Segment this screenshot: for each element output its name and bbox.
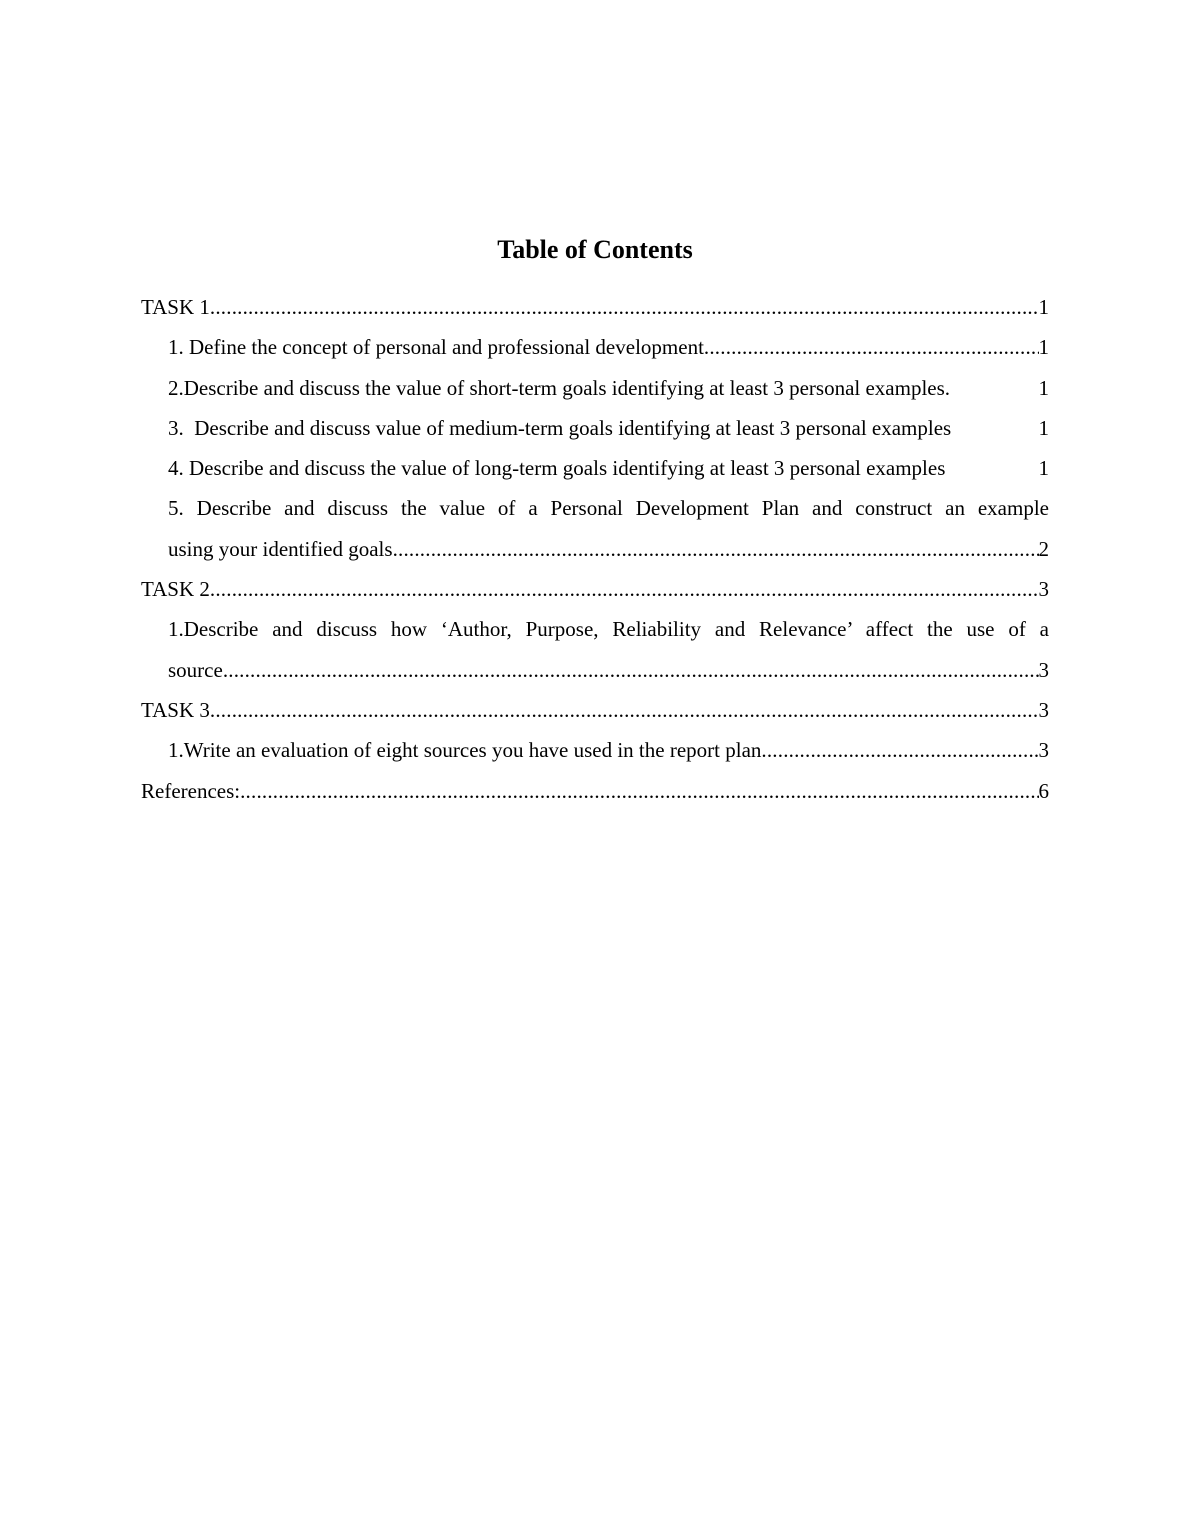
dot-leader [210,287,1039,327]
dot-leader [210,690,1039,730]
dot-leader [210,569,1039,609]
toc-entry-text: TASK 3 [141,697,210,722]
toc-entry-evaluate-sources[interactable] [141,730,1049,770]
toc-entry-text: 1. Define the concept of personal and professional development [168,335,704,360]
toc-page-number: 3 [1038,738,1049,763]
toc-page-number: 1 [1038,335,1049,360]
toc-page-number: 1 [1038,295,1049,319]
toc-entry-author-purpose-reliability[interactable] [141,609,1049,690]
toc-entry-text: 2.Describe and discuss the value of short-term goals identifying at least 3 personal examples. [168,375,951,400]
toc-page-number: 2 [1038,536,1049,561]
toc-entry-text-line1: 5. Describe and discuss the value of a Personal Development Plan and construct an example [168,496,1049,521]
dot-leader [223,650,1039,690]
toc-entry-define-concept[interactable] [141,327,1049,367]
toc-entry-text: TASK 2 [141,577,210,602]
toc-entry-text: 4. Describe and discuss the value of long-term goals identifying at least 3 personal examples [168,456,951,481]
toc-entry-long-term-goals[interactable] [141,448,1049,488]
toc-page-number: 1 [1038,456,1049,481]
toc-entry-medium-term-goals[interactable] [141,408,1049,448]
toc-page-number: 6 [1038,778,1049,803]
toc-page-number: 3 [1038,577,1049,602]
dot-leader [393,529,1039,569]
dot-leader [704,327,1039,367]
toc-entry-text: source [168,657,223,682]
toc-entry-text-line1: 1.Describe and discuss how ‘Author, Purpose, Reliability and Relevance’ affect the use of a [168,617,1049,642]
toc-entry-text: TASK 1 [141,295,210,319]
toc-entry-text: References: [141,778,241,803]
toc-entry-references[interactable] [141,771,1049,811]
toc-entry-task-1[interactable] [141,287,1049,327]
table-of-contents [141,287,1049,811]
toc-title: Table of Contents [497,235,693,264]
toc-page-number: 3 [1038,657,1049,682]
toc-entry-text: 1.Write an evaluation of eight sources you have used in the report plan [168,738,762,763]
toc-page-number: 1 [1038,415,1049,440]
toc-entry-text: using your identified goals [168,536,393,561]
toc-entry-task-2[interactable] [141,569,1049,609]
toc-entry-personal-development-plan[interactable] [141,488,1049,569]
toc-entry-short-term-goals[interactable] [141,368,1049,408]
toc-page-number: 3 [1038,697,1049,722]
dot-leader [240,771,1038,811]
toc-entry-task-3[interactable] [141,690,1049,730]
toc-page-number: 1 [1038,375,1049,400]
toc-entry-text: 3. Describe and discuss value of medium-term goals identifying at least 3 personal examples [168,415,952,440]
dot-leader [761,730,1038,770]
